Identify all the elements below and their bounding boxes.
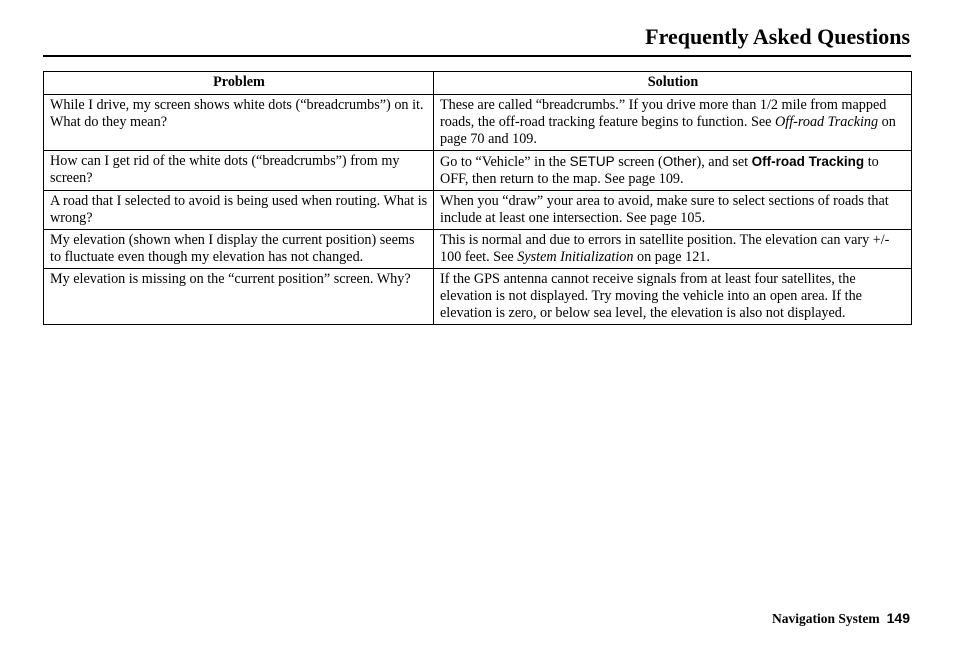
faq-table: [43, 71, 912, 325]
column-header-problem: Problem: [44, 72, 434, 95]
solution-text: ), and set: [696, 154, 752, 170]
table-row: [44, 230, 912, 269]
solution-text: These are called “breadcrumbs.” If you drive more than 1/2 mile from mapped roads, the off-road tracking feature begins to function. See: [440, 97, 887, 130]
solution-text: to OFF, then return to the map. See page 109.: [440, 154, 879, 187]
problem-cell: A road that I selected to avoid is being used when routing. What is wrong?: [44, 191, 434, 230]
page-number: 149: [886, 610, 910, 626]
solution-cell: [434, 151, 912, 191]
setup-button-label: SETUP: [569, 154, 615, 169]
solution-cell: If the GPS antenna cannot receive signals from at least four satellites, the elevation is not displayed. Try moving the vehicle into an open area. If the elevation is zero, or below sea level, the elevation is also not displayed.: [434, 269, 912, 325]
solution-text: screen (: [614, 154, 663, 170]
solution-text: This is normal and due to errors in satellite position. The elevation can vary +/- 100 feet. See: [440, 232, 890, 265]
table-row: [44, 269, 912, 325]
page-reference: System Initialization: [517, 249, 634, 265]
table-row: [44, 95, 912, 151]
problem-cell: My elevation is missing on the “current position” screen. Why?: [44, 269, 434, 325]
table-row: [44, 151, 912, 191]
solution-cell: When you “draw” your area to avoid, make sure to select sections of roads that include at least one intersection. See page 105.: [434, 191, 912, 230]
footer-label: Navigation System: [772, 611, 880, 626]
other-button-label: Other: [662, 154, 697, 169]
problem-cell: How can I get rid of the white dots (“breadcrumbs”) from my screen?: [44, 151, 434, 191]
problem-cell: My elevation (shown when I display the current position) seems to fluctuate even though my elevation has not changed.: [44, 230, 434, 269]
solution-text: Go to “Vehicle” in the: [440, 154, 570, 170]
solution-text: on page 121.: [633, 249, 710, 265]
problem-cell: While I drive, my screen shows white dots (“breadcrumbs”) on it. What do they mean?: [44, 95, 434, 151]
offroad-tracking-setting-label: Off-road Tracking: [751, 154, 865, 169]
solution-cell: [434, 230, 912, 269]
column-header-solution: Solution: [434, 72, 912, 95]
page-title: Frequently Asked Questions: [645, 24, 910, 49]
page-footer: [772, 609, 910, 628]
title-divider: [43, 55, 911, 57]
solution-text: on page 70 and 109.: [440, 114, 896, 147]
table-header-row: [44, 72, 912, 95]
table-row: [44, 191, 912, 230]
page-reference: Off-road Tracking: [775, 114, 879, 130]
solution-cell: [434, 95, 912, 151]
